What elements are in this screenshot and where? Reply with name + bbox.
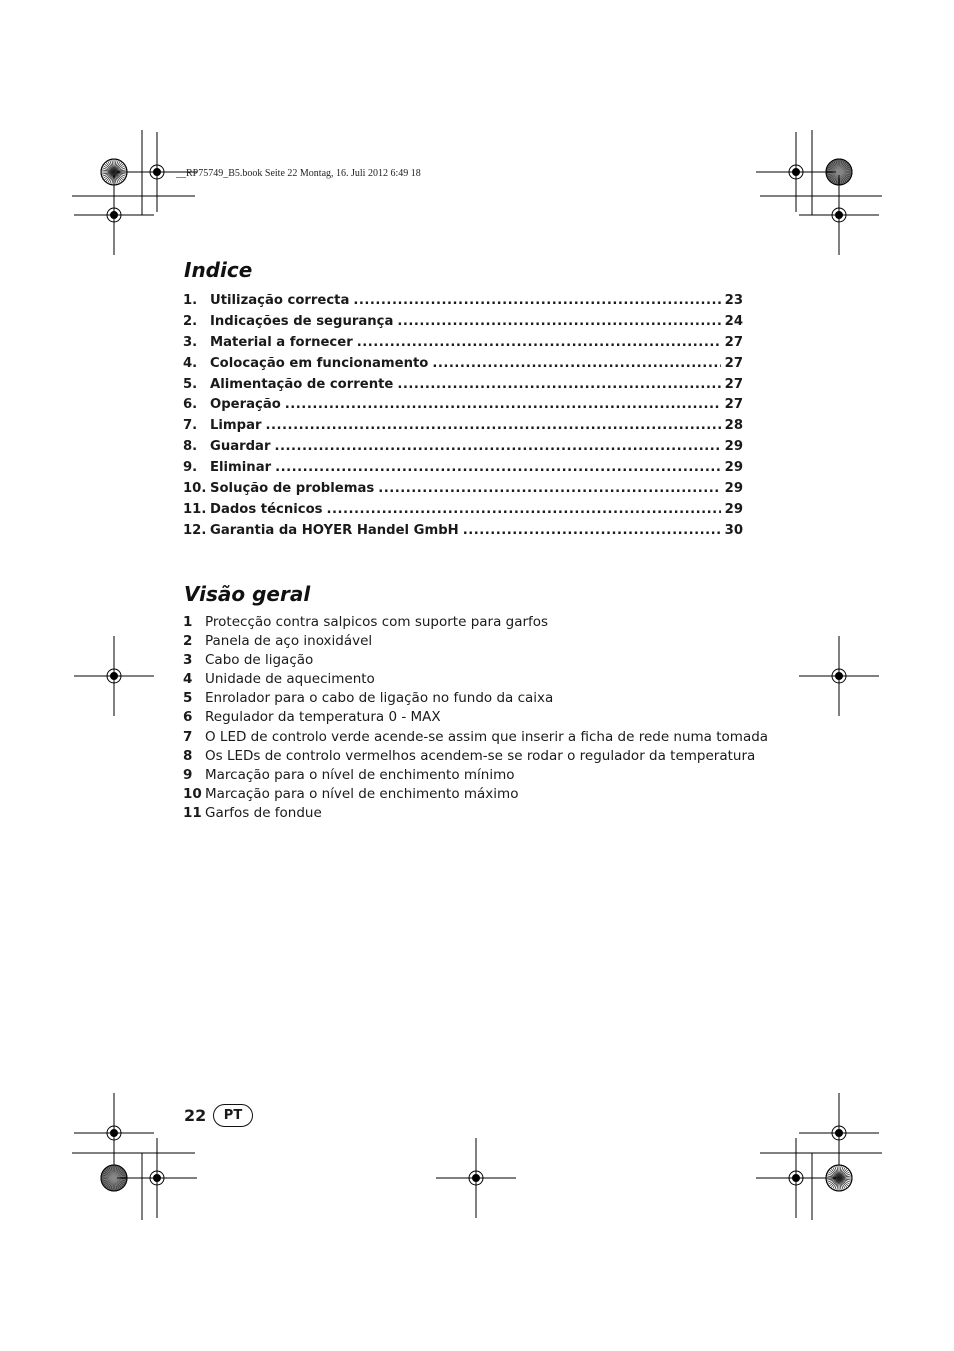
toc-entry [183,314,743,335]
overview-item-text: Protecção contra salpicos com suporte para garfos [205,614,549,630]
toc-entry-number: 4. [183,355,198,371]
table-of-contents [183,293,743,544]
overview-item [183,728,769,748]
overview-item-text: Marcação para o nível de enchimento máximo [205,785,519,802]
overview-item-text: Panela de aço inoxidável [205,633,373,650]
overview-item [183,805,753,824]
overview-item-number: 9 [183,766,193,783]
toc-entry [183,356,743,377]
toc-entry-label: Colocação em funcionamento [210,355,429,371]
toc-entry-page: 29 [724,501,743,517]
overview-item-text: Unidade de aquecimento [205,671,375,688]
toc-entry-number: 1. [183,293,198,308]
toc-dot-leader [274,439,720,454]
overview-item-number: 2 [183,633,193,650]
toc-dot-leader [266,418,721,433]
toc-dot-leader [397,377,720,392]
toc-dot-leader [463,523,721,538]
toc-entry-page: 27 [724,376,743,392]
toc-entry-page: 29 [724,439,743,455]
overview-item [183,747,756,767]
toc-entry [183,481,743,502]
toc-entry-number: 7. [183,418,198,434]
language-badge: PT [213,1104,253,1127]
overview-item [183,633,753,652]
toc-entry-label: Eliminar [210,460,272,476]
overview-item-number: 7 [183,728,193,745]
toc-entry-label: Dados técnicos [210,501,323,517]
toc-entry-label: Limpar [210,418,262,434]
toc-entry-page: 28 [724,418,743,434]
overview-item [183,614,753,633]
toc-entry-page: 27 [724,397,743,413]
toc-entry-page: 27 [724,355,743,371]
toc-entry-page: 30 [724,522,743,538]
overview-item [183,709,753,728]
toc-entry-label: Utilização correcta [210,293,350,308]
overview-item-text: Marcação para o nível de enchimento mínimo [205,766,515,783]
toc-entry-page: 24 [724,313,743,329]
toc-entry-label: Guardar [210,439,271,455]
toc-entry [183,439,743,460]
toc-entry-number: 6. [183,397,198,413]
toc-entry-label: Solução de problemas [210,481,375,497]
overview-item-number: 10 [183,785,202,802]
toc-entry-number: 9. [183,460,198,476]
overview-list [183,614,769,824]
overview-item [183,652,753,671]
toc-dot-leader [327,502,721,517]
overview-item-number: 4 [183,671,193,688]
toc-dot-leader [275,460,721,475]
toc-entry [183,335,743,356]
toc-entry [183,293,743,314]
toc-dot-leader [378,481,720,496]
toc-entry-number: 3. [183,334,198,350]
toc-entry [183,377,743,398]
toc-entry-number: 12. [183,522,207,538]
toc-entry-label: Operação [210,397,281,413]
toc-entry-number: 5. [183,376,198,392]
overview-item-text: Enrolador para o cabo de ligação no fundo da caixa [205,690,554,707]
overview-item-number: 6 [183,709,193,726]
overview-item-number: 8 [183,747,193,764]
toc-entry-label: Material a fornecer [210,334,353,350]
toc-dot-leader [357,335,721,350]
toc-dot-leader [397,314,720,329]
toc-entry [183,460,743,481]
toc-entry-number: 2. [183,313,198,329]
overview-item-number: 3 [183,652,193,669]
overview-item-text: Os LEDs de controlo vermelhos acendem-se se rodar o regulador da temperatura [205,747,756,764]
toc-entry-number: 10. [183,481,207,497]
toc-entry-page: 29 [724,481,743,497]
print-header-line: __RP75749_B5.book Seite 22 Montag, 16. Juli 2012 6:49 18 [176,168,421,179]
toc-entry-number: 8. [183,439,198,455]
overview-item-number: 5 [183,690,193,707]
page-number: 22 [184,1106,207,1125]
toc-entry [183,418,743,439]
toc-entry-label: Garantia da HOYER Handel GmbH [210,522,459,538]
toc-entry-number: 11. [183,501,207,517]
overview-item [183,671,753,690]
overview-item [183,690,753,709]
overview-item-number: 1 [183,614,193,630]
overview-item-text: O LED de controlo verde acende-se assim que inserir a ficha de rede numa tomada [205,728,769,745]
overview-item [183,767,753,786]
overview-item-number: 11 [183,804,202,821]
toc-entry-page: 27 [724,334,743,350]
toc-title: Indice [184,258,253,282]
toc-entry [183,502,743,523]
overview-title: Visão geral [184,582,311,606]
toc-dot-leader [353,293,720,308]
toc-entry [183,523,743,544]
toc-dot-leader [285,397,721,412]
overview-item [183,786,753,805]
overview-item-text: Cabo de ligação [205,652,314,669]
overview-item-text: Regulador da temperatura 0 - MAX [205,709,441,726]
toc-entry-label: Indicações de segurança [210,313,394,329]
toc-entry-page: 29 [724,460,743,476]
toc-entry-label: Alimentação de corrente [210,376,394,392]
overview-item-text: Garfos de fondue [205,804,322,821]
toc-entry-page: 23 [724,293,743,308]
toc-dot-leader [432,356,720,371]
toc-entry [183,397,743,418]
